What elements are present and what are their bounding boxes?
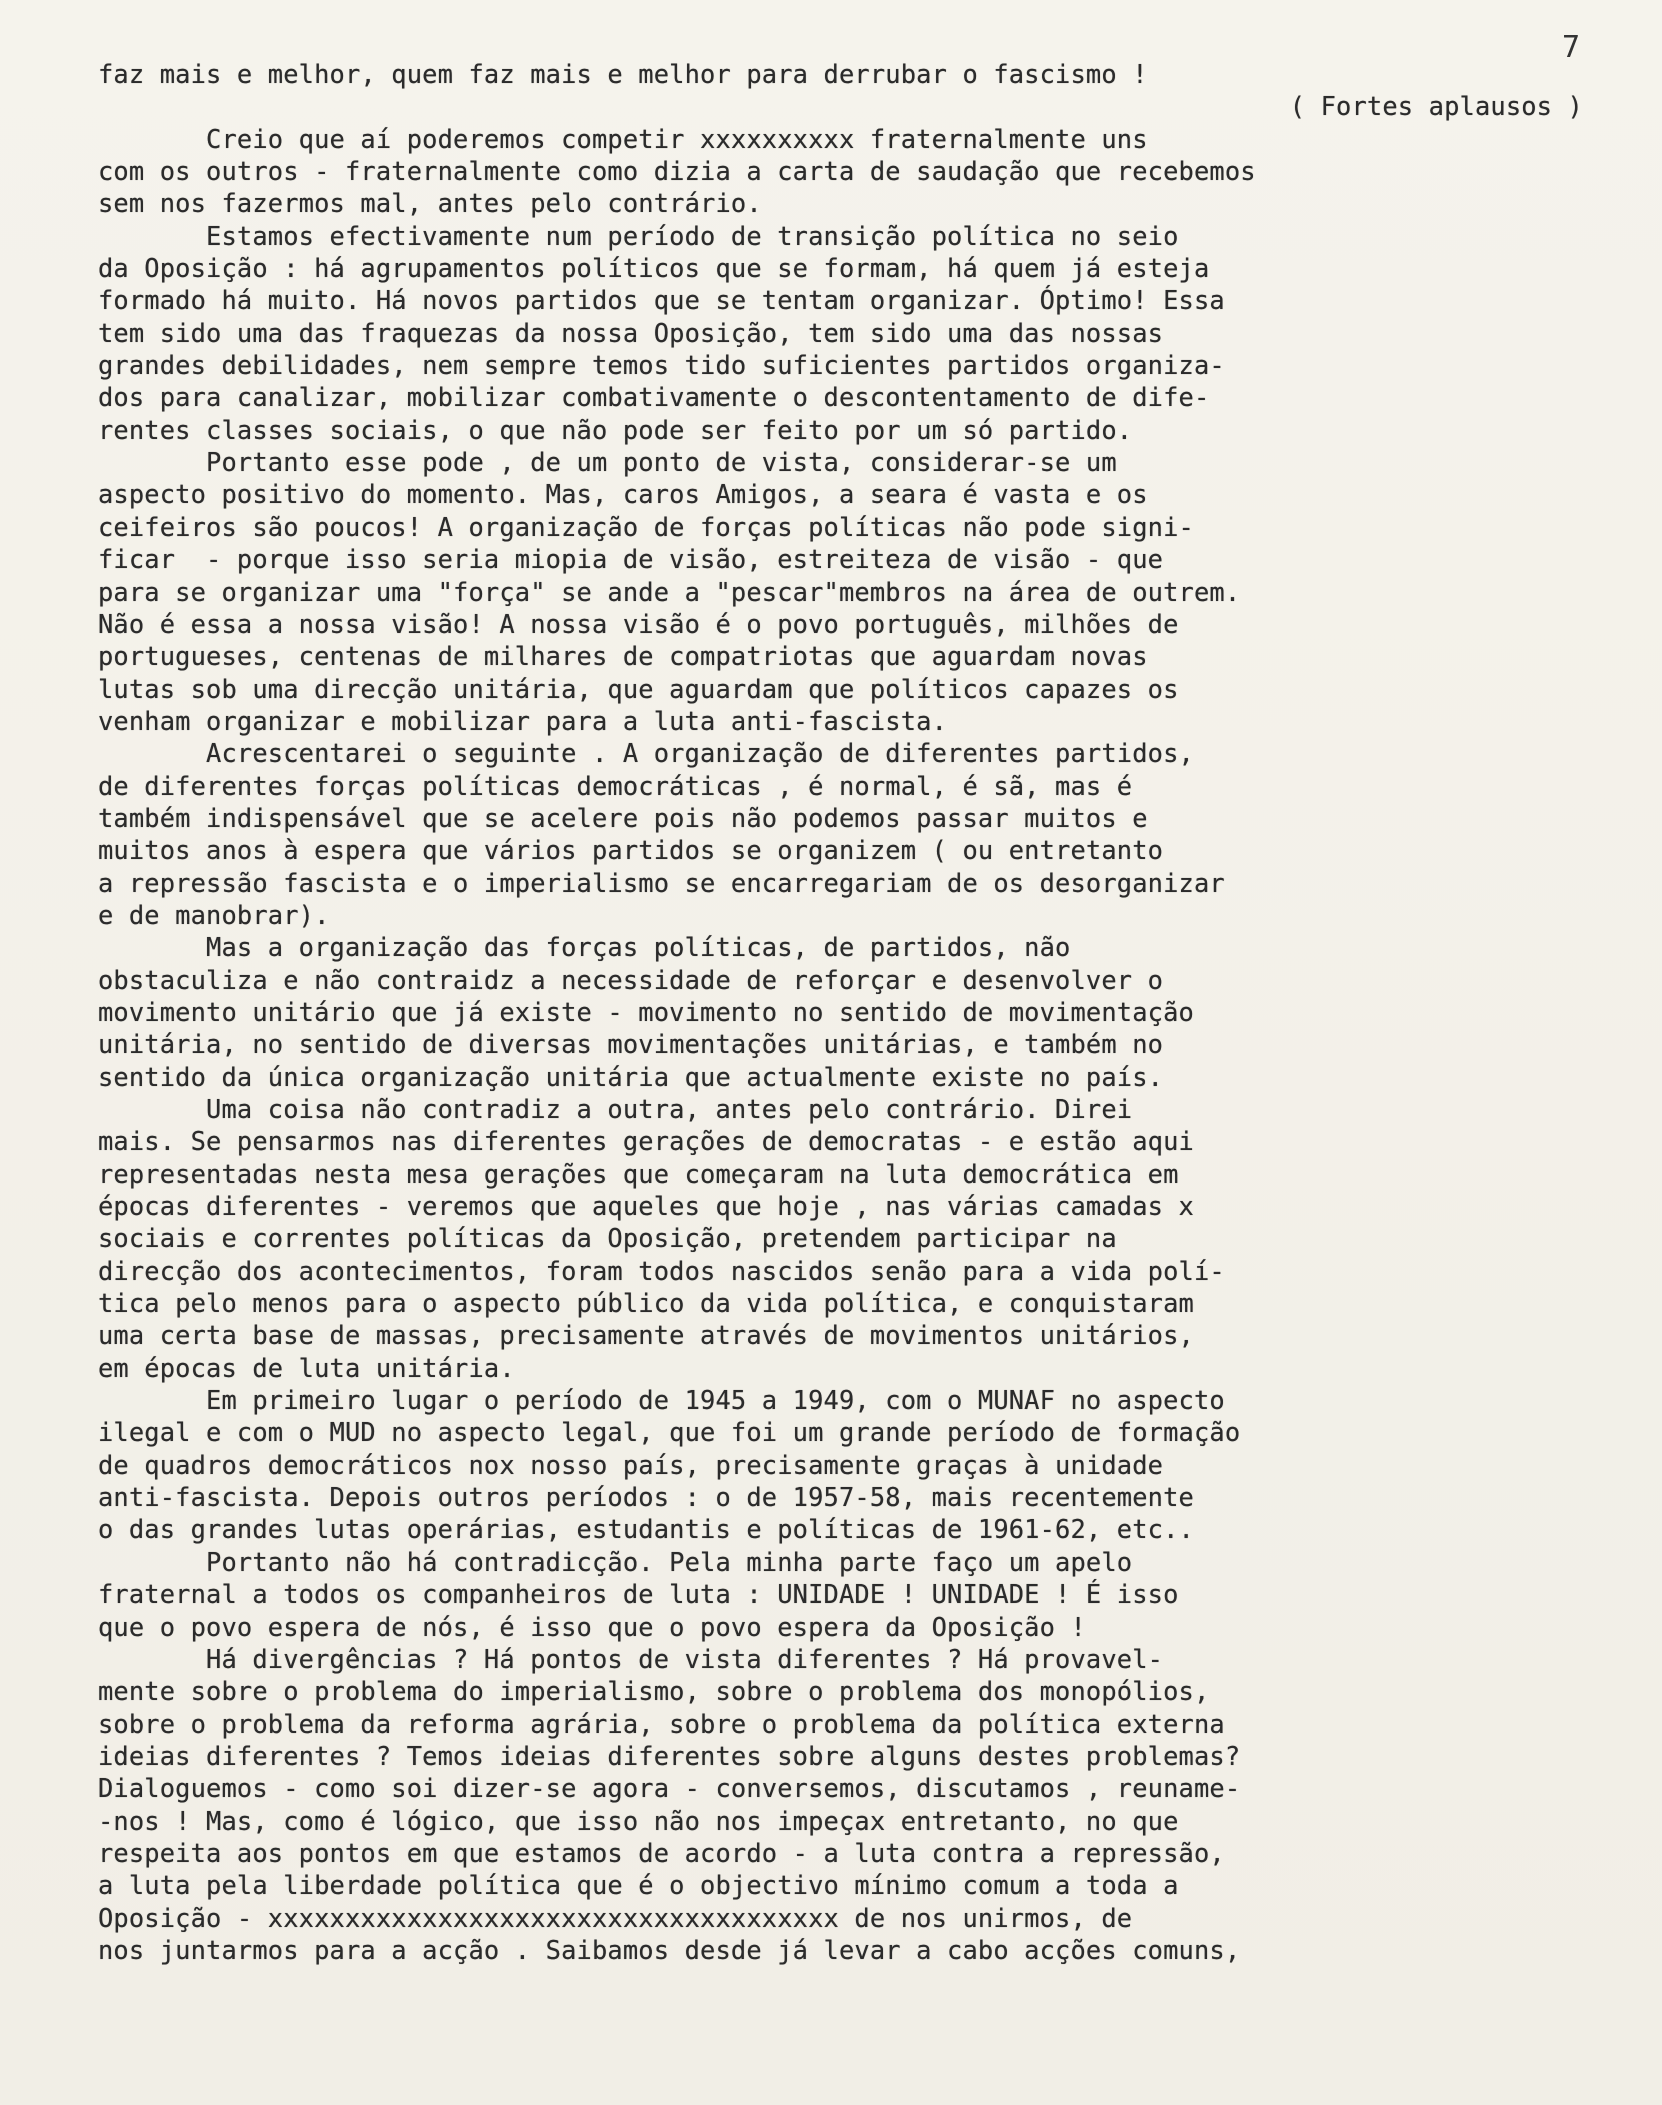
- text-line: sentido da única organização unitária que actualmente existe no país.: [98, 1061, 1164, 1092]
- text-line: Há divergências ? Há pontos de vista diferentes ? Há provavel-: [98, 1643, 1164, 1674]
- text-line: Uma coisa não contradiz a outra, antes pelo contrário. Direi: [98, 1094, 1133, 1124]
- text-line: ceifeiros são poucos! A organização de forças políticas não pode signi-: [98, 511, 1194, 542]
- text-line: de quadros democráticos nox nosso país, precisamente graças à unidade: [98, 1449, 1164, 1480]
- text-line: aspecto positivo do momento. Mas, caros Amigos, a seara é vasta e os: [98, 479, 1148, 510]
- text-line: também indispensável que se acelere pois não podemos passar muitos e: [98, 802, 1148, 833]
- text-line: Portanto não há contradicção. Pela minha parte faço um apelo: [98, 1546, 1133, 1577]
- text-line: tica pelo menos para o aspecto público da vida política, e conquistaram: [98, 1288, 1194, 1319]
- text-line: sociais e correntes políticas da Oposição, pretendem participar na: [98, 1223, 1117, 1254]
- text-line: e de manobrar).: [98, 899, 330, 930]
- text-line: Não é essa a nossa visão! A nossa visão é o povo português, milhões de: [98, 608, 1179, 639]
- text-line: Oposição - xxxxxxxxxxxxxxxxxxxxxxxxxxxxxxxxxxxxx de nos unirmos, de: [98, 1902, 1133, 1933]
- page-number: 7: [1562, 30, 1581, 65]
- text-line: com os outros - fraternalmente como dizia a carta de saudação que recebemos: [98, 156, 1256, 187]
- text-line: mais. Se pensarmos nas diferentes gerações de democratas - e estão aqui: [98, 1126, 1194, 1157]
- text-line: mente sobre o problema do imperialismo, sobre o problema dos monopólios,: [98, 1676, 1210, 1707]
- text-line: Mas a organização das forças políticas, de partidos, não: [98, 932, 1071, 963]
- text-line: representadas nesta mesa gerações que começaram na luta democrática em: [98, 1158, 1179, 1189]
- text-line: que o povo espera de nós, é isso que o povo espera da Oposição !: [98, 1611, 1086, 1642]
- text-line: o das grandes lutas operárias, estudantis e políticas de 1961-62, etc..: [98, 1514, 1194, 1545]
- text-line: nos juntarmos para a acção . Saibamos desde já levar a cabo acções comuns,: [98, 1934, 1241, 1965]
- text-line: direcção dos acontecimentos, foram todos nascidos senão para a vida polí-: [98, 1255, 1225, 1286]
- text-line: a luta pela liberdade política que é o objectivo mínimo comum a toda a: [98, 1870, 1179, 1901]
- text-line: Estamos efectivamente num período de transição política no seio: [98, 220, 1179, 251]
- text-line: venham organizar e mobilizar para a luta anti-fascista.: [98, 705, 948, 736]
- text-line: [98, 1966, 1643, 1998]
- text-line: ficar - porque isso seria miopia de visão, estreiteza de visão - que: [98, 544, 1164, 575]
- text-line: da Oposição : há agrupamentos políticos que se formam, há quem já esteja: [98, 253, 1210, 284]
- text-line: movimento unitário que já existe - movimento no sentido de movimentação: [98, 996, 1194, 1027]
- text-line: uma certa base de massas, precisamente através de movimentos unitários,: [98, 1320, 1194, 1351]
- text-line: a repressão fascista e o imperialismo se encarregariam de os desorganizar: [98, 867, 1225, 898]
- text-line: fraternal a todos os companheiros de luta : UNIDADE ! UNIDADE ! É isso: [98, 1579, 1179, 1610]
- text-line: dos para canalizar, mobilizar combativamente o descontentamento de dife-: [98, 382, 1210, 413]
- typewritten-text: [98, 58, 1643, 1999]
- text-line: obstaculiza e não contraidz a necessidade de reforçar e desenvolver o: [98, 964, 1164, 995]
- text-line: sem nos fazermos mal, antes pelo contrário.: [98, 188, 762, 219]
- text-line: grandes debilidades, nem sempre temos tido suficientes partidos organiza-: [98, 350, 1225, 381]
- text-line: Portanto esse pode , de um ponto de vista, considerar-se um: [98, 447, 1117, 478]
- text-line: de diferentes forças políticas democráticas , é normal, é sã, mas é: [98, 770, 1133, 801]
- text-line: ilegal e com o MUD no aspecto legal, que foi um grande período de formação: [98, 1417, 1241, 1448]
- text-line: -nos ! Mas, como é lógico, que isso não nos impeçax entretanto, no que: [98, 1805, 1179, 1836]
- text-line-applause: ( Fortes aplausos ): [1289, 91, 1583, 122]
- text-line: em épocas de luta unitária.: [98, 1352, 515, 1383]
- text-line: unitária, no sentido de diversas movimentações unitárias, e também no: [98, 1029, 1164, 1060]
- text-line: Creio que aí poderemos competir xxxxxxxxxx fraternalmente uns: [98, 123, 1148, 154]
- text-line: rentes classes sociais, o que não pode ser feito por um só partido.: [98, 414, 1133, 445]
- text-line: respeita aos pontos em que estamos de acordo - a luta contra a repressão,: [98, 1837, 1225, 1868]
- text-line: formado há muito. Há novos partidos que se tentam organizar. Óptimo! Essa: [98, 285, 1225, 316]
- text-line: sobre o problema da reforma agrária, sobre o problema da política externa: [98, 1708, 1225, 1739]
- text-line: anti-fascista. Depois outros períodos : o de 1957-58, mais recentemente: [98, 1482, 1194, 1513]
- text-line: lutas sob uma direcção unitária, que aguardam que políticos capazes os: [98, 673, 1179, 704]
- text-line: muitos anos à espera que vários partidos se organizem ( ou entretanto: [98, 835, 1164, 866]
- text-line: faz mais e melhor, quem faz mais e melhor para derrubar o fascismo !: [98, 59, 1148, 89]
- text-line: ideias diferentes ? Temos ideias diferentes sobre alguns destes problemas?: [98, 1740, 1241, 1771]
- text-line: tem sido uma das fraquezas da nossa Oposição, tem sido uma das nossas: [98, 317, 1164, 348]
- text-line: portugueses, centenas de milhares de compatriotas que aguardam novas: [98, 641, 1148, 672]
- text-line: Em primeiro lugar o período de 1945 a 1949, com o MUNAF no aspecto: [98, 1385, 1225, 1416]
- text-line: Dialoguemos - como soi dizer-se agora - conversemos, discutamos , reuname-: [98, 1773, 1241, 1804]
- text-line: Acrescentarei o seguinte . A organização de diferentes partidos,: [98, 738, 1194, 769]
- text-line: para se organizar uma "força" se ande a "pescar"membros na área de outrem.: [98, 576, 1241, 607]
- text-line: épocas diferentes - veremos que aqueles que hoje , nas várias camadas x: [98, 1191, 1194, 1222]
